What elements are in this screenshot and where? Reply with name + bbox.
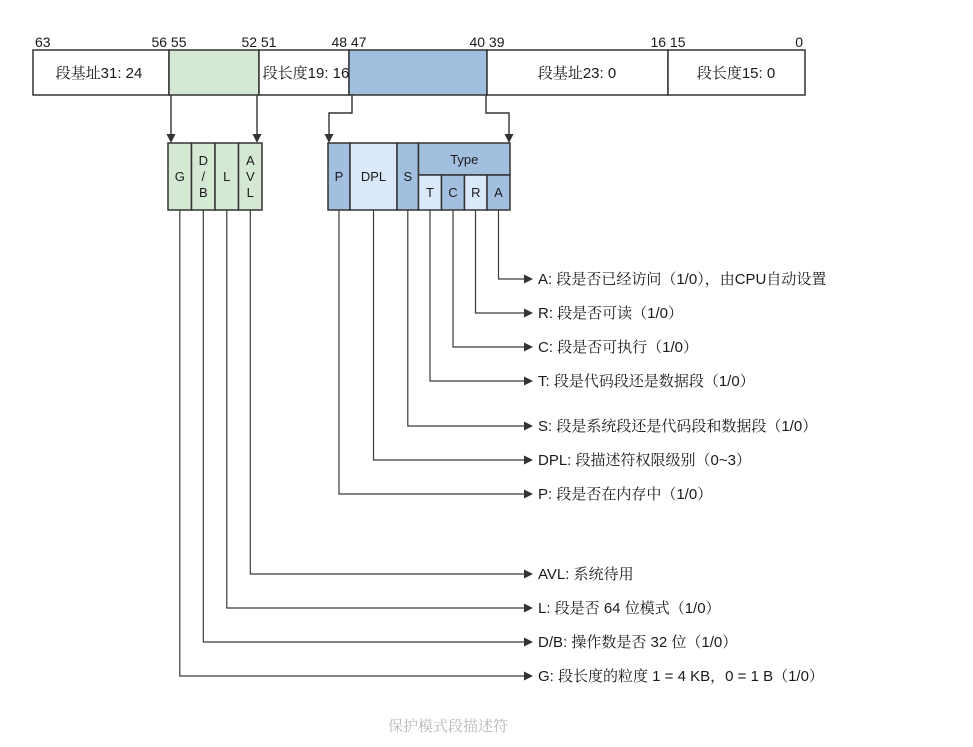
access-label-c: C — [448, 185, 458, 200]
field-flags-cell — [169, 50, 259, 95]
bit-ruler — [35, 34, 803, 50]
access-byte-box — [328, 143, 510, 210]
annotation-dpl: DPL: 段描述符权限级别（0~3） — [538, 452, 751, 469]
flag-label-db-line3: B — [198, 185, 208, 200]
flags-box — [168, 143, 262, 210]
annotation-t: T: 段是代码段还是数据段（1/0） — [538, 373, 755, 390]
access-label-dpl: DPL — [360, 169, 387, 184]
annotation-r: R: 段是否可读（1/0） — [538, 305, 684, 322]
access-label-a: A — [494, 185, 503, 200]
bit-label-48-47: 48 47 — [331, 34, 367, 50]
annotation-p: P: 段是否在内存中（1/0） — [538, 486, 713, 503]
connector-dpl — [374, 210, 525, 460]
access-label-type: Type — [450, 152, 479, 167]
expand-arrows — [171, 95, 509, 134]
flag-label-db-line1: D — [198, 153, 208, 168]
annotation-l: L: 段是否 64 位模式（1/0） — [538, 600, 721, 617]
field-access-cell — [349, 50, 487, 95]
connector-t — [430, 210, 524, 381]
connector-p — [339, 210, 524, 494]
register-bar — [33, 50, 805, 95]
annotation-db: D/B: 操作数是否 32 位（1/0） — [538, 634, 738, 651]
connector-l — [227, 210, 524, 608]
annotation-c: C: 段是否可执行（1/0） — [538, 339, 699, 356]
connector-s — [408, 210, 524, 426]
flag-label-g: G — [174, 169, 185, 184]
annotation-connectors — [180, 210, 524, 676]
access-expand-arrow-right — [486, 95, 509, 134]
annotation-s: S: 段是系统段还是代码段和数据段（1/0） — [538, 418, 818, 435]
bit-label-63: 63 — [35, 34, 51, 50]
field-limit-high-label: 段长度19: 16 — [262, 65, 350, 82]
field-base-high-label: 段基址31: 24 — [55, 65, 143, 82]
access-label-s: S — [403, 169, 413, 184]
flag-label-db-line2: / — [201, 169, 206, 184]
access-expand-arrow-left — [329, 95, 352, 134]
annotation-avl: AVL: 系统待用 — [538, 566, 634, 583]
field-base-low-label: 段基址23: 0 — [537, 65, 617, 82]
field-limit-low-label: 段长度15: 0 — [696, 65, 776, 82]
access-label-p: P — [334, 169, 344, 184]
connector-a — [499, 210, 525, 279]
bit-label-56-55: 56 55 — [151, 34, 187, 50]
bit-label-52-51: 52 51 — [241, 34, 277, 50]
annotation-a: A: 段是否已经访问（1/0），由CPU自动设置 — [538, 271, 827, 288]
flag-label-l: L — [223, 169, 231, 184]
annotation-g: G: 段长度的粒度 1 = 4 KB，0 = 1 B（1/0） — [538, 668, 824, 685]
access-label-r: R — [471, 185, 481, 200]
annotations — [538, 271, 826, 685]
bit-label-0: 0 — [795, 34, 803, 50]
connector-r — [476, 210, 525, 313]
access-label-t: T — [426, 185, 434, 200]
flag-label-avl-line3: L — [246, 185, 254, 200]
connector-g — [180, 210, 524, 676]
flag-label-avl-line2: V — [245, 169, 255, 184]
caption: 保护模式段描述符 — [387, 718, 509, 735]
bit-label-40-39: 40 39 — [469, 34, 505, 50]
flag-label-avl-line1: A — [245, 153, 255, 168]
bit-label-16-15: 16 15 — [650, 34, 686, 50]
connector-avl — [250, 210, 524, 574]
